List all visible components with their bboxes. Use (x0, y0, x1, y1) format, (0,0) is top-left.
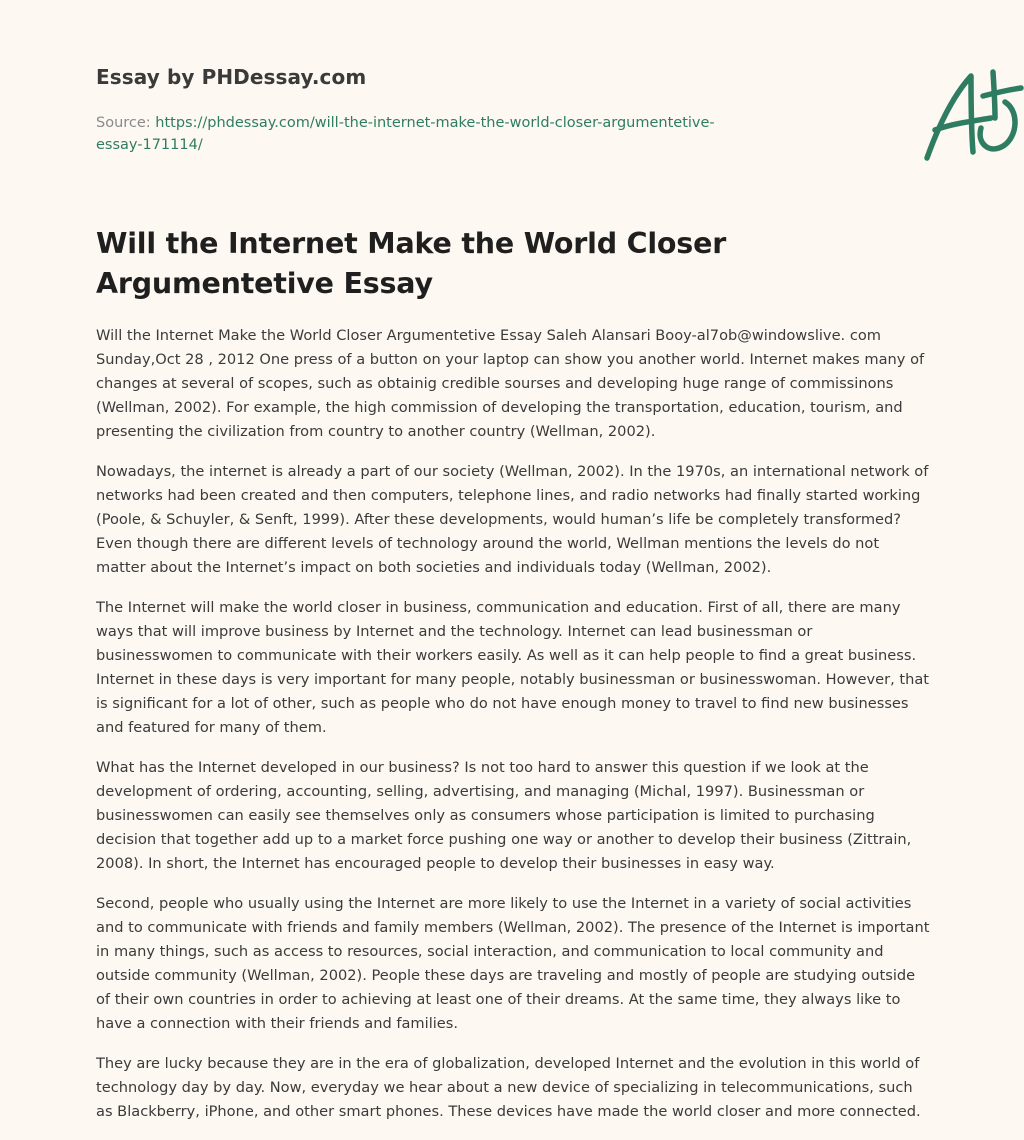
essay-paragraph: Will the Internet Make the World Closer Argumentetive Essay Saleh Alansari Booy-al7ob@windowslive. com Sunday,Oct 28 , 2012 One press of a button on your laptop can show you another world. Internet makes many of changes at several of scopes, such as obtainig credible sourses and developing huge range of commissinons (Wellman, 2002). For example, the high commission of developing the transportation, education, tourism, and presenting the civilization from country to another country (Wellman, 2002). (96, 327, 925, 440)
essay-title: Will the Internet Make the World Closer Argumentetive Essay (96, 227, 727, 300)
site-brand: Essay by PHDessay.com (96, 65, 367, 89)
essay-paragraph: What has the Internet developed in our business? Is not too hard to answer this question if we look at the development of ordering, accounting, selling, advertising, and managing (Michal, 1997). Businessman or businesswomen can easily see themselves only as consumers whose participation is limited to purchasing decision that together add up to a market force pushing one way or another to develop their business (Zittrain, 2008). In short, the Internet has encouraged people to develop their businesses in easy way. (96, 759, 912, 872)
essay-paragraph: They are lucky because they are in the era of globalization, developed Internet and the evolution in this world of technology day by day. Now, everyday we hear about a new device of specializing in telecommunications, such as Blackberry, iPhone, and other smart phones. These devices have made the world closer and more connected. (96, 1055, 921, 1120)
a-plus-logo-icon (921, 68, 1024, 164)
source-label: Source: (96, 115, 156, 131)
essay-paragraph: Second, people who usually using the Internet are more likely to use the Internet in a variety of social activities and to communicate with friends and family members (Wellman, 2002). The presence of the Internet is important in many things, such as access to resources, social interaction, and communication to local community and outside community (Wellman, 2002). People these days are traveling and mostly of people are studying outside of their own countries in order to achieving at least one of their dreams. At the same time, they always like to have a connection with their friends and families. (96, 895, 930, 1032)
essay-paragraph: The Internet will make the world closer in business, communication and education. First of all, there are many ways that will improve business by Internet and the technology. Internet can lead businessman or businesswomen to communicate with their workers easily. As well as it can help people to find a great business. Internet in these days is very important for many people, notably businessman or businesswoman. However, that is significant for a lot of other, such as people who do not have enough money to travel to find new businesses and featured for many of them. (96, 599, 930, 736)
source-link[interactable]: https://phdessay.com/will-the-internet-make-the-world-closer-argumentetive-essay-171114/ (96, 115, 715, 153)
essay-paragraph: Nowadays, the internet is already a part of our society (Wellman, 2002). In the 1970s, an international network of networks had been created and then computers, telephone lines, and radio networks had finally started working (Poole, & Schuyler, & Senft, 1999). After these developments, would human’s life be completely transformed? Even though there are different levels of technology around the world, Wellman mentions the levels do not matter about the Internet’s impact on both societies and individuals today (Wellman, 2002). (96, 463, 929, 576)
essay-body (96, 324, 930, 1140)
source-line (96, 112, 756, 156)
